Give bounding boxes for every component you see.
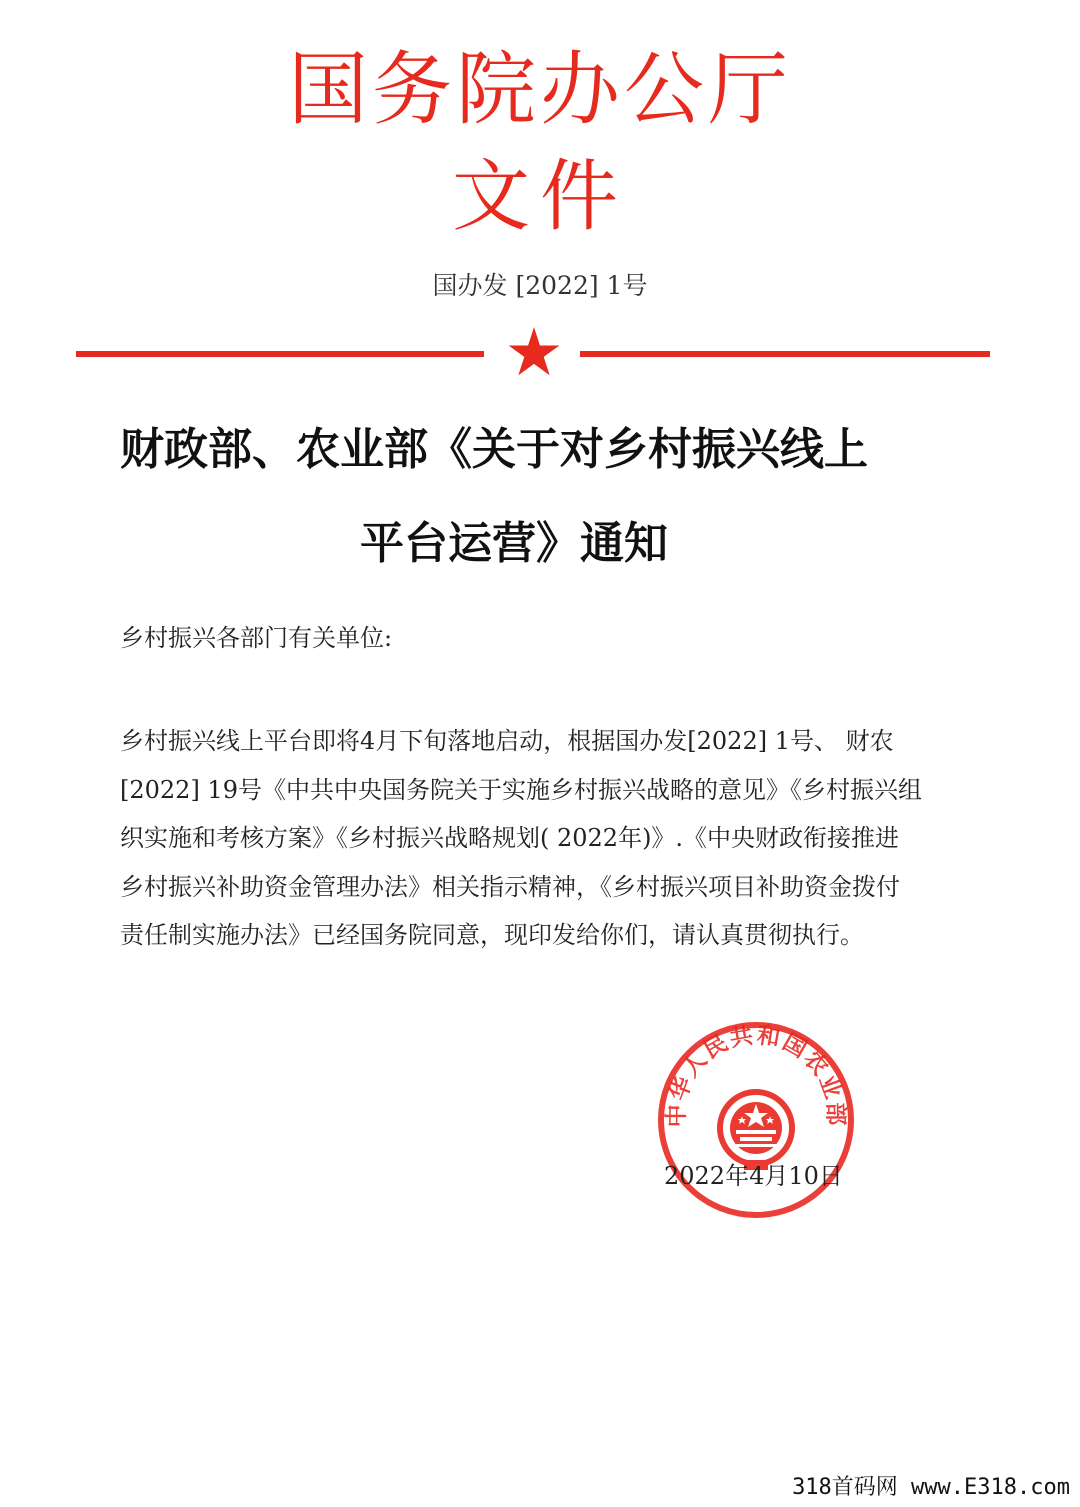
body-paragraph xyxy=(120,717,980,960)
document-type-heading: 文件 xyxy=(451,152,628,242)
body-line: 织实施和考核方案》《乡村振兴战略规划( 2022年)》.《中央财政衔接推进 xyxy=(120,824,900,852)
red-star-icon xyxy=(507,325,561,379)
red-rule-right xyxy=(580,351,990,357)
salutation: 乡村振兴各部门有关单位: xyxy=(120,624,393,652)
body-line: 乡村振兴线上平台即将4月下旬落地启动，根据国办发[2022] 1号、 财农 xyxy=(120,727,894,755)
site-watermark: 318首码网 www.E318.com xyxy=(792,1475,1070,1500)
body-line: [2022] 19号《中共中央国务院关于实施乡村振兴战略的意见》《乡村振兴组 xyxy=(120,775,922,804)
red-rule-left xyxy=(76,351,484,357)
body-line: 责任制实施办法》已经国务院同意，现印发给你们，请认真贯彻执行。 xyxy=(120,921,864,949)
issuer-heading: 国务院办公厅 xyxy=(288,43,792,136)
document-title-line-1: 财政部、农业部《关于对乡村振兴线上 xyxy=(120,424,868,475)
body-line: 乡村振兴补助资金管理办法》相关指示精神，《乡村振兴项目补助资金拨付 xyxy=(120,872,900,901)
document-title-line-2: 平台运营》通知 xyxy=(360,518,668,569)
document-number: 国办发 [2022] 1号 xyxy=(432,271,648,300)
issue-date: 2022年4月10日 xyxy=(664,1162,843,1190)
seal-ring-text: 中华人民共和国农业部 xyxy=(663,1022,849,1128)
